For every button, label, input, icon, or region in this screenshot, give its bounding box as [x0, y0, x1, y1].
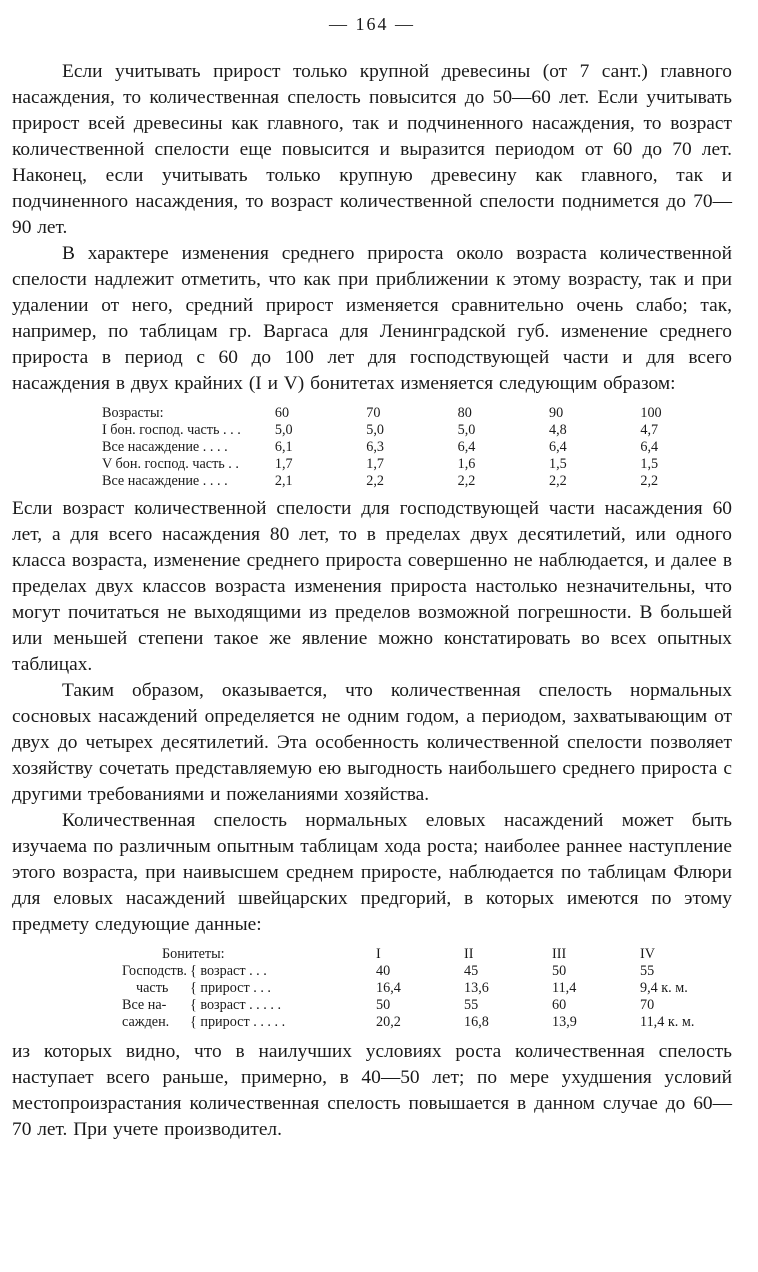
row-label: I бон. господ. часть . . .	[102, 422, 241, 438]
table-cell: 6,4	[457, 439, 476, 455]
table-cell: 55	[464, 997, 479, 1013]
table-cell: 45	[464, 963, 479, 979]
table-cell: 70	[640, 997, 655, 1013]
table-row	[102, 439, 732, 456]
table-cell: 1,7	[274, 456, 293, 472]
table-cell: 60	[552, 997, 567, 1013]
table-cell: 5,0	[366, 422, 384, 438]
table-cell: 11,4	[552, 980, 577, 996]
table-row	[102, 422, 732, 439]
table-cell: 2,2	[457, 473, 476, 489]
table-header-label: Бонитеты:	[162, 946, 225, 962]
table-cell: 11,4 к. м.	[640, 1014, 695, 1030]
table-cell: 2,2	[640, 473, 659, 489]
table-cell: 16,8	[464, 1014, 489, 1030]
table-cell: 55	[640, 963, 655, 979]
increment-table-vargas	[102, 405, 732, 490]
paragraph-6: из которых видно, что в наилучших условиях роста количественная спелость наступает всего раньше, примерно, в 40—50 лет; по мере ухудшения условий местопроизрастания количественная спелость повышается в данном случае до 60—70 лет. При учете производител.	[12, 1041, 732, 1140]
row-label: Все насаждение . . . .	[102, 439, 228, 455]
row-label: Все насаждение . . . .	[102, 473, 228, 489]
table-cell: 2,2	[548, 473, 567, 489]
table-row	[102, 473, 732, 490]
table-cell: 1,5	[548, 456, 567, 472]
table-header-cell: 60	[274, 405, 290, 421]
table-header-cell: 100	[640, 405, 662, 421]
table-cell: 16,4	[376, 980, 401, 996]
table-row	[102, 456, 732, 473]
table-cell: 1,6	[457, 456, 476, 472]
row-label: { прирост . . . . .	[190, 1014, 286, 1030]
paragraph-1: Если учитывать прирост только крупной древесины (от 7 сант.) главного насаждения, то количественная спелость повысится до 50—60 лет. Если учитывать прирост всей древесины как главного, так и подчиненного насаждения, то возраст количественной спелости еще повысится и выразится периодом от 60 до 70 лет. Наконец, если учитывать только крупную древесину как главного, так и подчиненного насаждения, то возраст количественной спелости поднимется до 70—90 лет.	[12, 61, 732, 238]
table-cell: 9,4 к. м.	[640, 980, 688, 996]
table-cell: 13,9	[552, 1014, 577, 1030]
table-cell: 50	[552, 963, 567, 979]
table-cell: 13,6	[464, 980, 489, 996]
table-row	[122, 997, 728, 1014]
table-row	[122, 980, 728, 997]
table-cell: 1,5	[640, 456, 659, 472]
row-label: V бон. господ. часть . .	[102, 456, 239, 472]
table-header-cell: 80	[457, 405, 472, 421]
increment-table-flury	[122, 946, 728, 1031]
table-cell: 20,2	[376, 1014, 401, 1030]
table-header-cell: 90	[548, 405, 564, 421]
table-header-row	[102, 405, 732, 422]
row-label: { прирост . . .	[190, 980, 271, 996]
table-cell: 50	[376, 997, 391, 1013]
table-cell: 2,1	[274, 473, 293, 489]
row-label: { возраст . . . . .	[190, 997, 282, 1013]
table-header-cell: II	[464, 946, 474, 962]
row-group-label: часть	[136, 980, 169, 996]
row-group-label: Господств.	[122, 963, 187, 979]
table-cell: 2,2	[366, 473, 384, 489]
row-group-label: сажден.	[122, 1014, 170, 1030]
table-cell: 6,4	[548, 439, 567, 455]
table-row	[122, 963, 728, 980]
table-header-cell: IV	[640, 946, 655, 962]
table-cell: 40	[376, 963, 391, 979]
table-header-label: Возрасты:	[102, 405, 164, 421]
table-cell: 4,8	[548, 422, 567, 438]
table-header-cell: III	[552, 946, 567, 962]
table-cell: 4,7	[640, 422, 659, 438]
table-header-cell: 70	[366, 405, 381, 421]
paragraph-5: Количественная спелость нормальных еловых насаждений может быть изучаема по различным опытным таблицам хода роста; наиболее раннее наступление этого возраста, при наивысшем среднем приросте, наблюдается по таблицам Флюри для еловых насаждений швейцарских предгорий, в которых имеются по этому предмету следующие данные:	[12, 810, 732, 935]
table-header-cell: I	[376, 946, 381, 962]
table-cell: 5,0	[457, 422, 476, 438]
row-group-label: Все на-	[122, 997, 167, 1013]
page-number: — 164 —	[329, 14, 415, 34]
paragraph-2: В характере изменения среднего прироста около возраста количественной спелости надлежит отметить, что как при приближении к этому возрасту, так и при удалении от него, средний прирост изменяется сравнительно очень слабо; так, например, по таблицам гр. Варгаса для Ленинградской губ. изменение среднего прироста в период с 60 до 100 лет для господствующей части и для всего насаждения в двух крайних (I и V) бонитетах изменяется следующим образом:	[12, 243, 732, 394]
row-label: { возраст . . .	[190, 963, 267, 979]
table-cell: 6,1	[274, 439, 293, 455]
table-cell: 1,7	[366, 456, 384, 472]
table-cell: 6,4	[640, 439, 659, 455]
table-cell: 6,3	[366, 439, 384, 455]
table-cell: 5,0	[274, 422, 293, 438]
paragraph-3: Если возраст количественной спелости для господствующей части насаждения 60 лет, а для всего насаждения 80 лет, то в пределах двух десятилетий, или одного класса возраста, изменение среднего прироста совершенно не наблюдается, и далее в пределах двух классов возраста изменения прироста настолько незначительны, что могут почитаться не выходящими из пределов возможной погрешности. В большей или меньшей степени такое же явление можно констатировать во всех опытных таблицах.	[12, 498, 732, 675]
table-header-row	[122, 946, 728, 963]
table-row	[122, 1014, 728, 1031]
paragraph-4: Таким образом, оказывается, что количественная спелость нормальных сосновых насаждений определяется не одним годом, а периодом, захватывающим от двух до четырех десятилетий. Эта особенность количественной спелости позволяет хозяйству сочетать представляемую ею выгодность наибольшего среднего прироста с другими требованиями и пожеланиями хозяйства.	[12, 680, 732, 805]
